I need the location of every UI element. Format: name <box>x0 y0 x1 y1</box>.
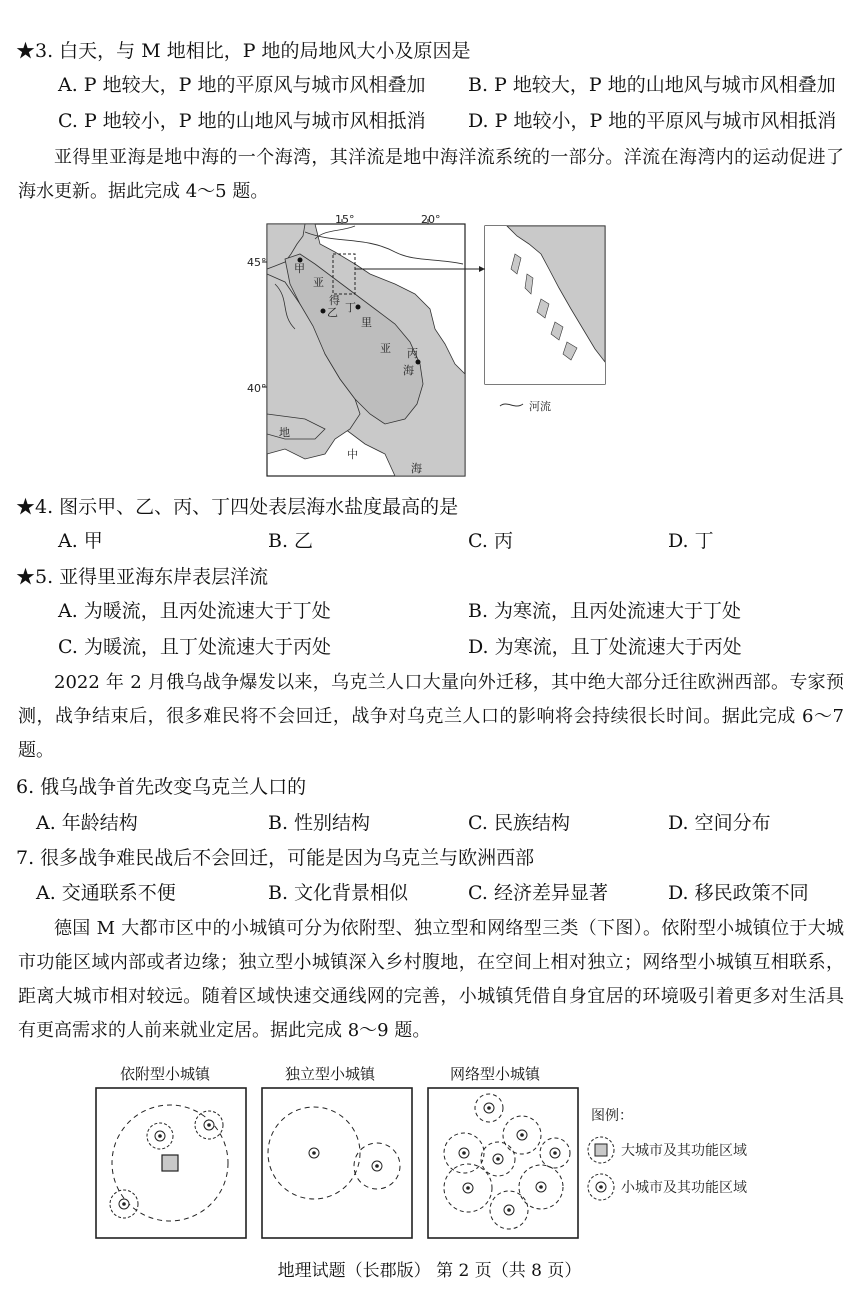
point-ding <box>356 305 361 310</box>
q5-stem: ★5. 亚得里亚海东岸表层洋流 <box>16 566 269 588</box>
legend-river-label: 河流 <box>529 400 551 413</box>
legend-small-city-label: 小城市及其功能区域 <box>621 1180 747 1196</box>
q3-option-a: A. P 地较大，P 地的平原风与城市风相叠加 <box>58 74 426 96</box>
q7-option-b: B. 文化背景相似 <box>268 882 409 904</box>
adriatic-map <box>245 214 615 480</box>
q7-option-c: C. 经济差异显著 <box>468 882 608 904</box>
box-independent <box>262 1088 412 1238</box>
q6-option-b: B. 性别结构 <box>268 812 371 834</box>
intro-4-5: 亚得里亚海是地中海的一个海湾，其洋流是地中海洋流系统的一部分。洋流在海湾内的运动促进了海水更新。据此完成 4～5 题。 <box>18 147 844 202</box>
sea-label-4: 亚 <box>380 342 391 355</box>
lon-20-label: 20° <box>421 214 441 226</box>
q6-option-c: C. 民族结构 <box>468 812 570 834</box>
label-jia: 甲 <box>294 262 305 275</box>
q3-option-c: C. P 地较小，P 地的山地风与城市风相抵消 <box>58 110 426 132</box>
intro-6-7: 2022 年 2 月俄乌战争爆发以来，乌克兰人口大量向外迁移，其中绝大部分迁往欧洲西部。专家预测，战争结束后，很多难民将不会回迁，战争对乌克兰人口的影响将会持续很长时间。据此完成 6～7 题。 <box>18 672 844 761</box>
title-network-town: 网络型小城镇 <box>450 1065 541 1083</box>
q3-stem: ★3. 白天，与 M 地相比，P 地的局地风大小及原因是 <box>16 40 471 62</box>
med-label-3: 海 <box>411 462 422 475</box>
big-city-square <box>162 1155 178 1171</box>
sea-label-3: 里 <box>361 316 372 329</box>
lat-45-label: 45° <box>247 256 267 269</box>
legend-big-city-label: 大城市及其功能区域 <box>621 1143 747 1159</box>
town-types-figure <box>94 1086 784 1242</box>
q4-option-a: A. 甲 <box>58 530 103 552</box>
sea-label-5: 海 <box>403 364 414 377</box>
med-label-2: 中 <box>347 448 358 461</box>
q4-option-d: D. 丁 <box>668 530 714 552</box>
q7-option-a: A. 交通联系不便 <box>36 882 176 904</box>
intro-8-9: 德国 M 大都市区中的小城镇可分为依附型、独立型和网络型三类（下图）。依附型小城镇位于大城市功能区域内部或者边缘；独立型小城镇深入乡村腹地，在空间上相对独立；网络型小城镇互相联系，距离大城市相对较远。随着区域快速交通线网的完善，小城镇凭借自身宜居的环境吸引着更多对生活具有更高需求的人前来就业定居。据此完成 8～9 题。 <box>18 918 844 1041</box>
legend-title: 图例： <box>591 1108 633 1124</box>
q5-option-b: B. 为寒流，且丙处流速大于丁处 <box>468 600 742 622</box>
q7-option-d: D. 移民政策不同 <box>668 882 809 904</box>
label-bing: 丙 <box>407 347 418 360</box>
med-label-1: 地 <box>279 426 290 439</box>
q4-option-c: C. 丙 <box>468 530 513 552</box>
page-footer: 地理试题（长郡版） 第 2 页（共 8 页） <box>277 1261 582 1281</box>
q3-option-d: D. P 地较小，P 地的平原风与城市风相抵消 <box>468 110 837 132</box>
sea-label-2: 得 <box>329 294 340 307</box>
q5-option-d: D. 为寒流，且丁处流速大于丙处 <box>468 636 742 658</box>
lon-15-label: 15° <box>335 214 355 226</box>
point-bing <box>416 360 421 365</box>
q3-option-b: B. P 地较大，P 地的山地风与城市风相叠加 <box>468 74 836 96</box>
q6-stem: 6. 俄乌战争首先改变乌克兰人口的 <box>16 776 307 798</box>
q5-option-a: A. 为暖流，且丙处流速大于丁处 <box>58 600 331 622</box>
label-yi: 乙 <box>327 306 338 319</box>
q5-option-c: C. 为暖流，且丁处流速大于丙处 <box>58 636 331 658</box>
q4-stem: ★4. 图示甲、乙、丙、丁四处表层海水盐度最高的是 <box>16 496 459 518</box>
sea-label-1: 亚 <box>313 276 324 289</box>
q6-option-d: D. 空间分布 <box>668 812 771 834</box>
point-yi <box>321 309 326 314</box>
q7-stem: 7. 很多战争难民战后不会回迁，可能是因为乌克兰与欧洲西部 <box>16 847 535 869</box>
q4-option-b: B. 乙 <box>268 530 314 552</box>
lat-40-label: 40° <box>247 382 267 395</box>
q6-option-a: A. 年龄结构 <box>36 812 138 834</box>
title-independent-town: 独立型小城镇 <box>285 1065 376 1083</box>
title-dependent-town: 依附型小城镇 <box>120 1065 211 1083</box>
label-ding: 丁 <box>345 301 356 314</box>
